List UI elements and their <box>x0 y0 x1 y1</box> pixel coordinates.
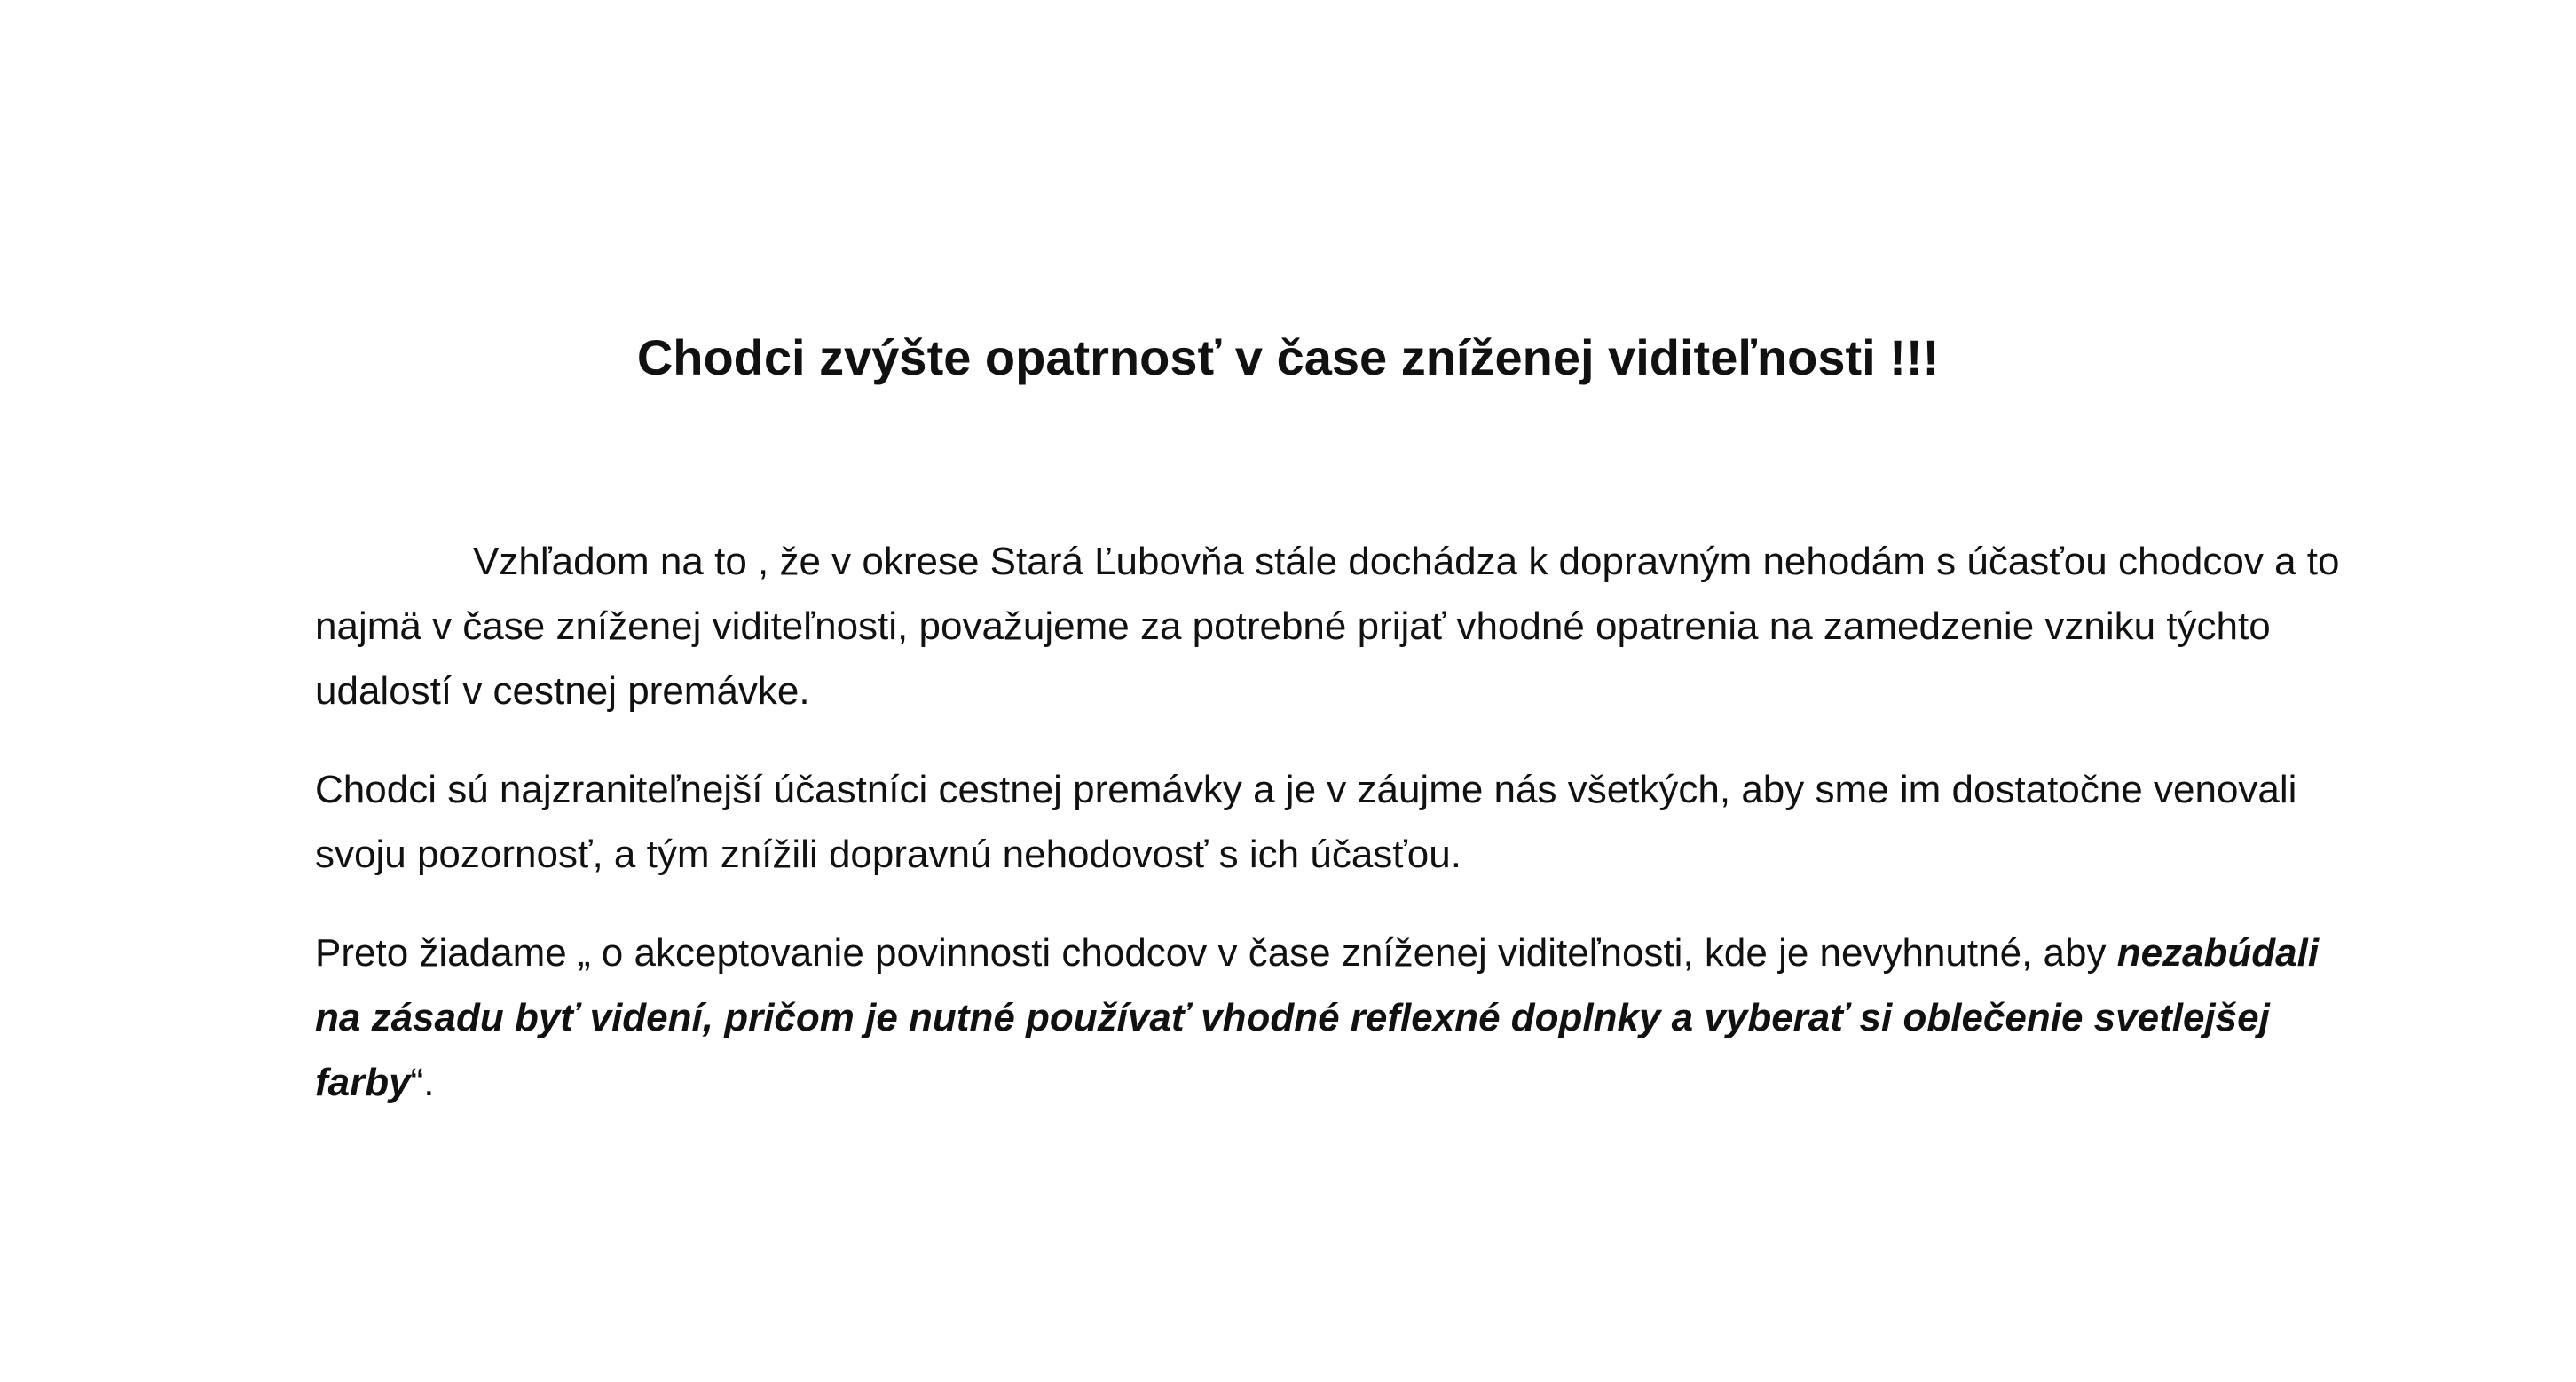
paragraph-3-end: “. <box>410 1061 435 1104</box>
document-body <box>315 529 2356 1149</box>
paragraph-3-start: Preto žiadame „ o akceptovanie povinnosti chodcov v čase zníženej viditeľnosti, kde je nevyhnutné, aby <box>315 931 2117 975</box>
paragraph-3-emphasis: nezabúdali na zásadu byť videní, pričom je nutné používať vhodné reflexné doplnky a vyberať si oblečenie svetlejšej farby <box>315 931 2320 1104</box>
paragraph-2: Chodci sú najzraniteľnejší účastníci cestnej premávky a je v záujme nás všetkých, aby sme im dostatočne venovali svoju pozornosť, a tým znížili dopravnú nehodovosť s ich účasťou. <box>315 768 2297 876</box>
paragraph-1: Vzhľadom na to , že v okrese Stará Ľubovňa stále dochádza k dopravným nehodám s účasťou chodcov a to najmä v čase zníženej viditeľnosti, považujeme za potrebné prijať vhodné opatrenia na zamedzenie vzniku týchto udalostí v cestnej premávke. <box>315 540 2340 713</box>
paragraph-3 <box>315 920 2356 1115</box>
document-title: Chodci zvýšte opatrnosť v čase zníženej viditeľnosti !!! <box>636 329 1940 385</box>
